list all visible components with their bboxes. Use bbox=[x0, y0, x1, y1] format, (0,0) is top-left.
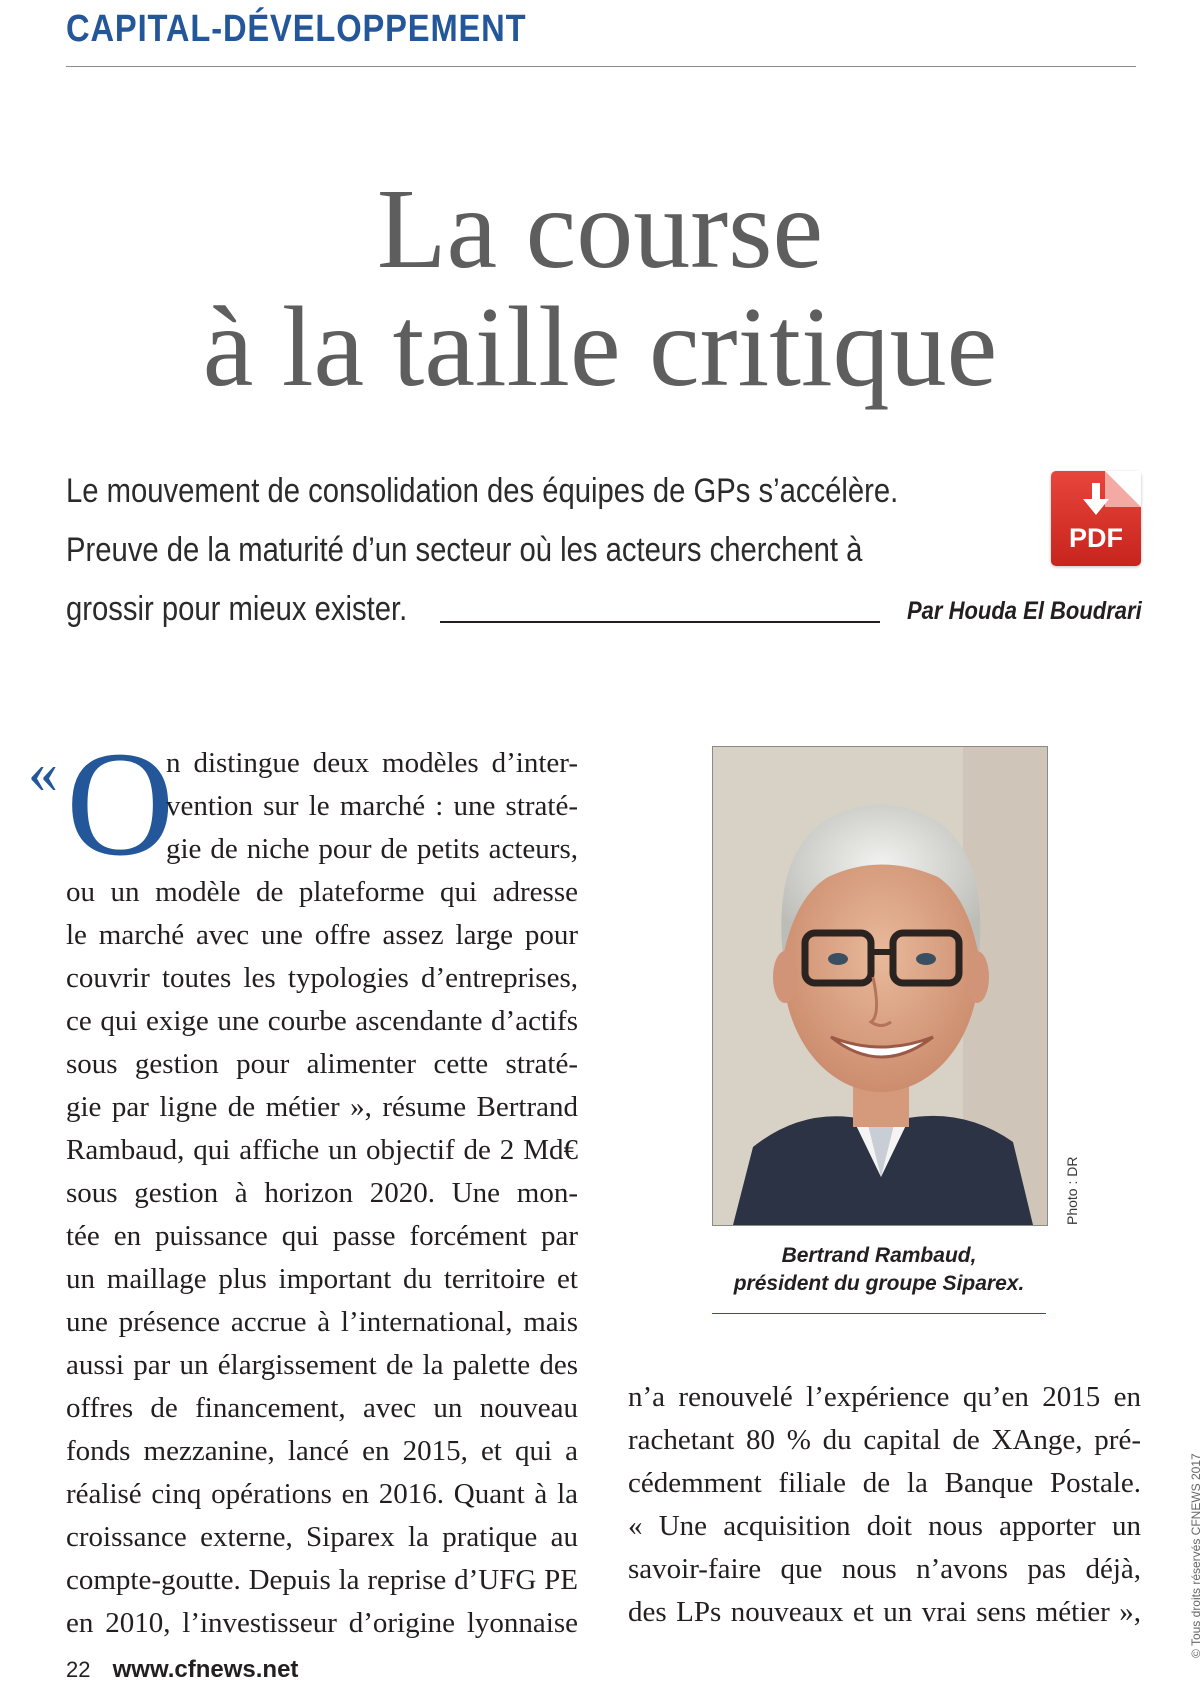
text-line: compte-goutte. Depuis la reprise d’UFG PE bbox=[66, 1564, 578, 1596]
text-line: sous gestion pour alimenter cette straté- bbox=[66, 1048, 578, 1080]
text-line: vention sur le marché : une straté- bbox=[166, 790, 578, 822]
text-line: sous gestion à horizon 2020. Une mon- bbox=[66, 1177, 578, 1209]
text-line: n distingue deux modèles d’inter- bbox=[166, 747, 578, 779]
text-line: des LPs nouveaux et un vrai sens métier », bbox=[628, 1596, 1141, 1628]
page-footer bbox=[66, 1656, 298, 1684]
photo-caption bbox=[712, 1242, 1046, 1298]
text-line: savoir-faire que nous n’avons pas déjà, bbox=[628, 1553, 1141, 1585]
text-line: un maillage plus important du territoire et bbox=[66, 1263, 578, 1295]
photo-credit: Photo : DR bbox=[1064, 1156, 1080, 1225]
portrait-illustration bbox=[713, 747, 1047, 1225]
text-line: fonds mezzanine, lancé en 2015, et qui a bbox=[66, 1435, 578, 1467]
text-line: n’a renouvelé l’expérience qu’en 2015 en bbox=[628, 1381, 1141, 1413]
text-line: offres de financement, avec un nouveau bbox=[66, 1392, 578, 1424]
lede-line-1: Le mouvement de consolidation des équipes de GPs s’accélère. bbox=[66, 472, 899, 510]
opening-quote-mark: « bbox=[28, 739, 58, 805]
byline: Par Houda El Boudrari bbox=[907, 597, 1142, 625]
dropcap: O bbox=[66, 721, 175, 887]
article-title bbox=[0, 165, 1200, 410]
body-column-left bbox=[66, 721, 578, 1645]
text-line: croissance externe, Siparex la pratique au bbox=[66, 1521, 578, 1553]
text-line: ou un modèle de plateforme qui adresse bbox=[66, 876, 578, 908]
text-line: tée en puissance qui passe forcément par bbox=[66, 1220, 578, 1252]
text-line: ce qui exige une courbe ascendante d’actifs bbox=[66, 1005, 578, 1037]
pdf-download-button[interactable] bbox=[1051, 471, 1141, 566]
text-line: gie par ligne de métier », résume Bertrand bbox=[66, 1091, 578, 1123]
text-line: cédemment filiale de la Banque Postale. bbox=[628, 1467, 1141, 1499]
lede-line-2: Preuve de la maturité d’un secteur où les acteurs cherchent à bbox=[66, 531, 863, 569]
text-line: le marché avec une offre assez large pour bbox=[66, 919, 578, 951]
article-lede bbox=[66, 462, 926, 639]
text-line: aussi par un élargissement de la palette des bbox=[66, 1349, 578, 1381]
text-line: « Une acquisition doit nous apporter un bbox=[628, 1510, 1141, 1542]
text-line: une présence accrue à l’international, mais bbox=[66, 1306, 578, 1338]
text-line: réalisé cinq opérations en 2016. Quant à la bbox=[66, 1478, 578, 1510]
text-line: Rambaud, qui affiche un objectif de 2 Md€ bbox=[66, 1134, 578, 1166]
text-line: gie de niche pour de petits acteurs, bbox=[166, 833, 578, 865]
pdf-label: PDF bbox=[1069, 523, 1123, 553]
copyright-notice: © Tous droits réservés CFNEWS 2017 bbox=[1189, 1453, 1203, 1658]
text-line: rachetant 80 % du capital de XAnge, pré- bbox=[628, 1424, 1141, 1456]
body-column-right bbox=[628, 1376, 1141, 1634]
lede-line-3: grossir pour mieux exister. bbox=[66, 590, 408, 628]
title-line-2: à la taille critique bbox=[202, 283, 998, 410]
portrait-photo bbox=[712, 746, 1048, 1226]
section-label: CAPITAL-DÉVELOPPEMENT bbox=[66, 8, 527, 50]
section-divider bbox=[66, 66, 1136, 67]
text-line: couvrir toutes les typologies d’entreprises, bbox=[66, 962, 578, 994]
byline-rule bbox=[440, 621, 880, 623]
caption-rule bbox=[712, 1313, 1046, 1314]
text-line: en 2010, l’investisseur d’origine lyonnaise bbox=[66, 1607, 578, 1639]
page-number: 22 bbox=[66, 1657, 91, 1682]
title-line-1: La course bbox=[376, 165, 824, 292]
caption-line-2: président du groupe Siparex. bbox=[733, 1272, 1025, 1295]
download-arrow-icon bbox=[1081, 483, 1111, 519]
site-url[interactable]: www.cfnews.net bbox=[112, 1656, 299, 1683]
caption-line-1: Bertrand Rambaud, bbox=[781, 1244, 977, 1267]
